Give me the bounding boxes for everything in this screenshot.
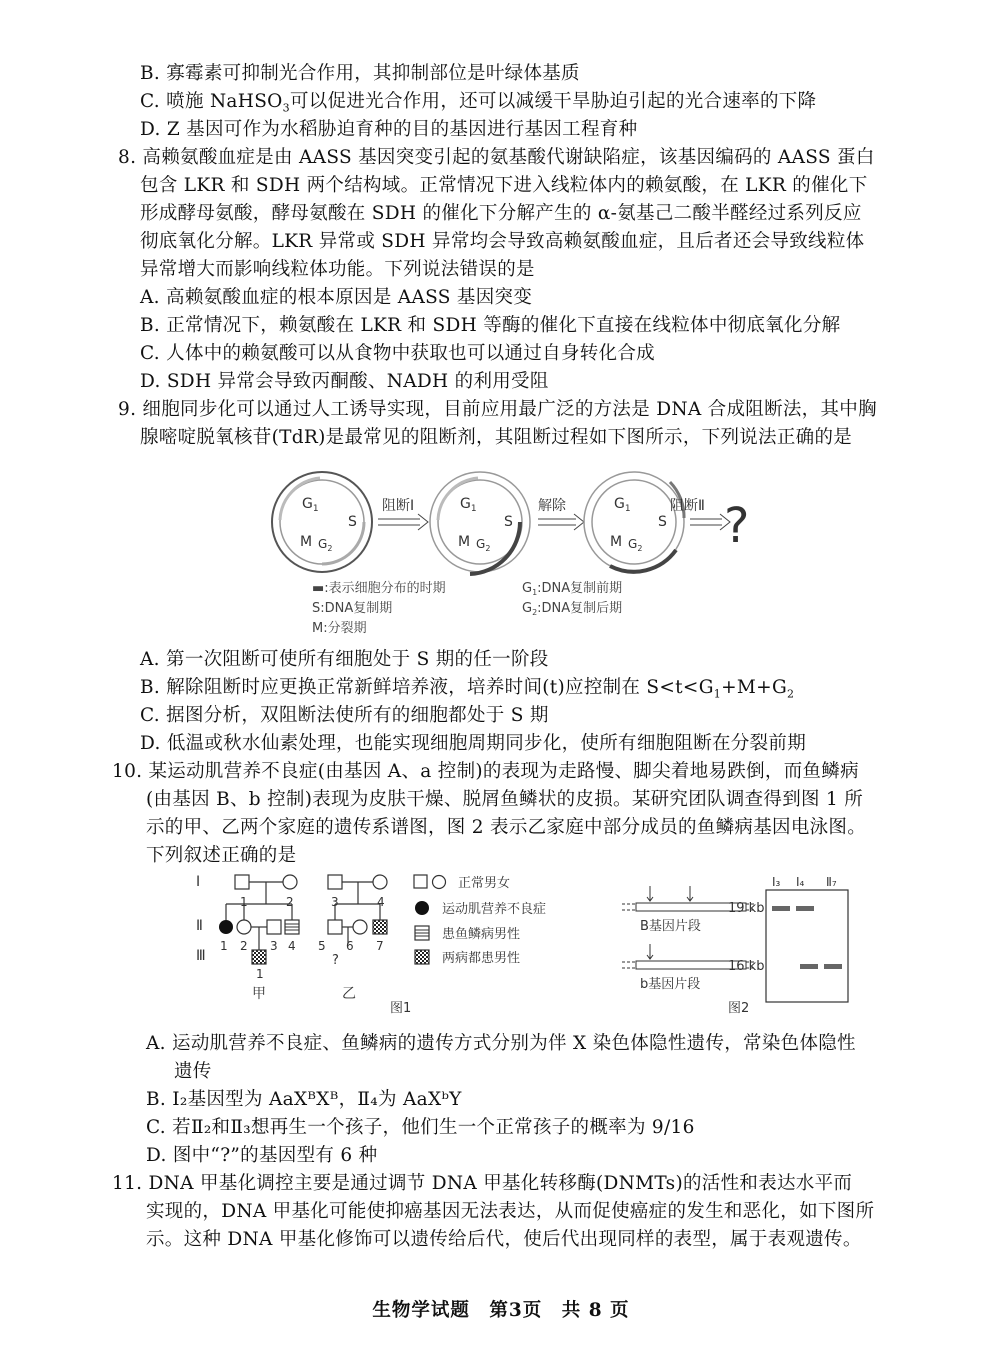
q8-stem-line: 彻底氧化分解。LKR 异常或 SDH 异常均会导致高赖氨酸血症，且后者还会导致线粒体	[140, 231, 865, 252]
pedigree-both-male	[252, 950, 266, 964]
q10-stem-line: 下列叙述正确的是	[146, 845, 297, 866]
q9-option-a: A. 第一次阻断可使所有细胞处于 S 期的任一阶段	[140, 649, 549, 670]
svg-text:Ⅰ₃: Ⅰ₃	[772, 875, 781, 889]
q10-option-c: C. 若Ⅱ₂和Ⅱ₃想再生一个孩子，他们生一个正常孩子的概率为 9/16	[146, 1117, 695, 1138]
q8-stem-line: 包含 LKR 和 SDH 两个结构域。正常情况下进入线粒体内的赖氨酸，在 LKR 的催化下	[140, 175, 868, 196]
g2-label: $G_2$	[476, 537, 491, 553]
q10-stem-line: (由基因 B、b 控制)表现为皮肤干燥、脱屑鱼鳞状的皮损。某研究团队调查得到图 1 所	[146, 789, 864, 810]
q9-option-c: C. 据图分析，双阻断法使所有的细胞都处于 S 期	[140, 705, 549, 726]
fig1-caption: 图1	[390, 1001, 412, 1016]
q11-stem-line: 实现的，DNA 甲基化可能使抑癌基因无法表达，从而促使癌症的发生和恶化，如下图所	[146, 1201, 875, 1222]
svg-text:4: 4	[377, 895, 385, 909]
q7-option-d: D. Z 基因可作为水稻胁迫育种的目的基因进行基因工程育种	[140, 119, 638, 140]
legend-normal: 正常男女	[458, 876, 511, 891]
cell-cycle-circle-1	[272, 472, 372, 572]
m-label: M	[610, 534, 623, 550]
q8-stem-line: 8. 高赖氨酸血症是由 AASS 基因突变引起的氨基酸代谢缺陷症，该基因编码的 AASS 蛋白	[118, 147, 875, 168]
pedigree-male	[235, 875, 249, 889]
q8-option-a: A. 高赖氨酸血症的根本原因是 AASS 基因突变	[140, 287, 533, 308]
legend-g1: $G_1:DNA$复制前期	[522, 581, 623, 597]
pedigree-figure	[190, 868, 870, 1023]
q9-option-d: D. 低温或秋水仙素处理，也能实现细胞周期同步化，使所有细胞阻断在分裂前期	[140, 733, 807, 754]
gen-1-label: Ⅰ	[196, 874, 201, 890]
svg-text:1: 1	[220, 939, 228, 953]
q10-stem-line: 示的甲、乙两个家庭的遗传系谱图，图 2 表示乙家庭中部分成员的鱼鳞病基因电泳图。	[146, 817, 867, 838]
q10-stem-line: 10. 某运动肌营养不良症(由基因 A、a 控制)的表现为走路慢、脚尖着地易跌倒，而鱼鳞病	[112, 761, 859, 782]
svg-text:?: ?	[332, 953, 339, 968]
cell-cycle-circle-2	[430, 472, 530, 574]
fig2-caption: 图2	[728, 1001, 750, 1016]
q10-option-b: B. Ⅰ₂基因型为 AaXᴮXᴮ，Ⅱ₄为 AaXᵇY	[146, 1089, 462, 1110]
block1-label: 阻断Ⅰ	[382, 498, 415, 514]
q9-option-b: B. 解除阻断时应更换正常新鲜培养液，培养时间(t)应控制在 $S<t<G_1+M+G_2$	[140, 677, 795, 701]
svg-text:3: 3	[331, 895, 339, 909]
g2-label: $G_2$	[628, 537, 643, 553]
kb19-label: 19 kb	[728, 901, 765, 916]
s-label: S	[504, 514, 513, 530]
q11-stem-line: 示。这种 DNA 甲基化修饰可以遗传给后代，使后代出现同样的表型，属于表观遗传。	[146, 1229, 862, 1250]
legend-bar: ▬:表示细胞分布的时期	[312, 581, 446, 596]
gel-band	[800, 964, 818, 969]
q10-option-a: A. 运动肌营养不良症、鱼鳞病的遗传方式分别为伴 X 染色体隐性遗传，常染色体隐性	[146, 1033, 856, 1054]
g1-label: $G_1$	[614, 496, 631, 514]
svg-text:Ⅱ₇: Ⅱ₇	[826, 875, 837, 889]
legend-g2: $G_2:DNA$复制后期	[522, 601, 623, 617]
question-mark: ?	[724, 498, 750, 554]
svg-text:2: 2	[286, 895, 294, 909]
bsmall-fragment-label: b基因片段	[640, 977, 701, 992]
s-label: S	[658, 514, 667, 530]
s-label: S	[348, 514, 357, 530]
cell-cycle-diagram	[270, 462, 790, 642]
svg-text:甲: 甲	[252, 986, 266, 1002]
b-fragment-label: B基因片段	[640, 919, 701, 934]
pedigree-female	[283, 875, 297, 889]
gen-2-label: Ⅱ	[196, 918, 203, 934]
g1-label: $G_1$	[302, 496, 319, 514]
q8-stem-line: 异常增大而影响线粒体功能。下列说法错误的是	[140, 259, 535, 280]
legend-ichthyosis: 患鱼鳞病男性	[442, 927, 521, 942]
block2-label: 阻断Ⅱ	[670, 498, 705, 514]
q8-option-b: B. 正常情况下，赖氨酸在 LKR 和 SDH 等酶的催化下直接在线粒体中彻底氧化分解	[140, 315, 841, 336]
legend-s: S:DNA复制期	[312, 601, 393, 616]
release-label: 解除	[538, 498, 566, 514]
q10-option-d: D. 图中“?”的基因型有 6 种	[146, 1145, 378, 1166]
q11-stem-line: 11. DNA 甲基化调控主要是通过调节 DNA 甲基化转移酶(DNMTs)的活性和表达水平而	[112, 1173, 853, 1194]
pedigree-affected-female	[219, 920, 233, 934]
gel-band	[772, 906, 790, 911]
q8-option-c: C. 人体中的赖氨酸可以从食物中获取也可以通过自身转化合成	[140, 343, 655, 364]
q8-stem-line: 形成酵母氨酸，酵母氨酸在 SDH 的催化下分解产生的 α-氨基己二酸半醛经过系列反应	[140, 203, 862, 224]
q7-option-b: B. 寡霉素可抑制光合作用，其抑制部位是叶绿体基质	[140, 63, 580, 84]
q7-option-c: C. 喷施 NaHSO$_3$可以促进光合作用，还可以减缓干旱胁迫引起的光合速率的下降	[140, 91, 817, 115]
svg-text:4: 4	[288, 939, 296, 953]
svg-text:5: 5	[318, 939, 326, 953]
m-label: M	[458, 534, 471, 550]
svg-text:1: 1	[256, 967, 264, 981]
g1-label: $G_1$	[460, 496, 477, 514]
svg-text:1: 1	[240, 895, 248, 909]
q10-option-a-cont: 遗传	[174, 1061, 212, 1082]
m-label: M	[300, 534, 313, 550]
q9-stem-line: 9. 细胞同步化可以通过人工诱导实现，目前应用最广泛的方法是 DNA 合成阻断法，其中胸	[118, 399, 877, 420]
q9-stem-line: 腺嘧啶脱氧核苷(TdR)是最常见的阻断剂，其阻断过程如下图所示，下列说法正确的是	[140, 427, 853, 448]
legend-md: 运动肌营养不良症	[442, 902, 547, 917]
electrophoresis-gel	[766, 875, 848, 1002]
svg-text:Ⅰ₄: Ⅰ₄	[796, 875, 805, 889]
g2-label: $G_2$	[318, 537, 333, 553]
svg-text:7: 7	[376, 939, 384, 953]
svg-text:乙: 乙	[342, 986, 356, 1002]
legend-m: M:分裂期	[312, 621, 367, 636]
svg-text:2: 2	[240, 939, 248, 953]
gel-band	[796, 906, 814, 911]
cell-cycle-circle-3	[584, 472, 684, 572]
svg-text:6: 6	[346, 939, 354, 953]
gen-3-label: Ⅲ	[196, 948, 206, 964]
page-footer: 生物学试题 第3页 共 8 页	[372, 1300, 630, 1321]
legend-both: 两病都患男性	[442, 951, 521, 966]
svg-text:3: 3	[270, 939, 278, 953]
kb16-label: 16 kb	[728, 959, 765, 974]
gel-band	[824, 964, 842, 969]
q8-option-d: D. SDH 异常会导致丙酮酸、NADH 的利用受阻	[140, 371, 549, 392]
